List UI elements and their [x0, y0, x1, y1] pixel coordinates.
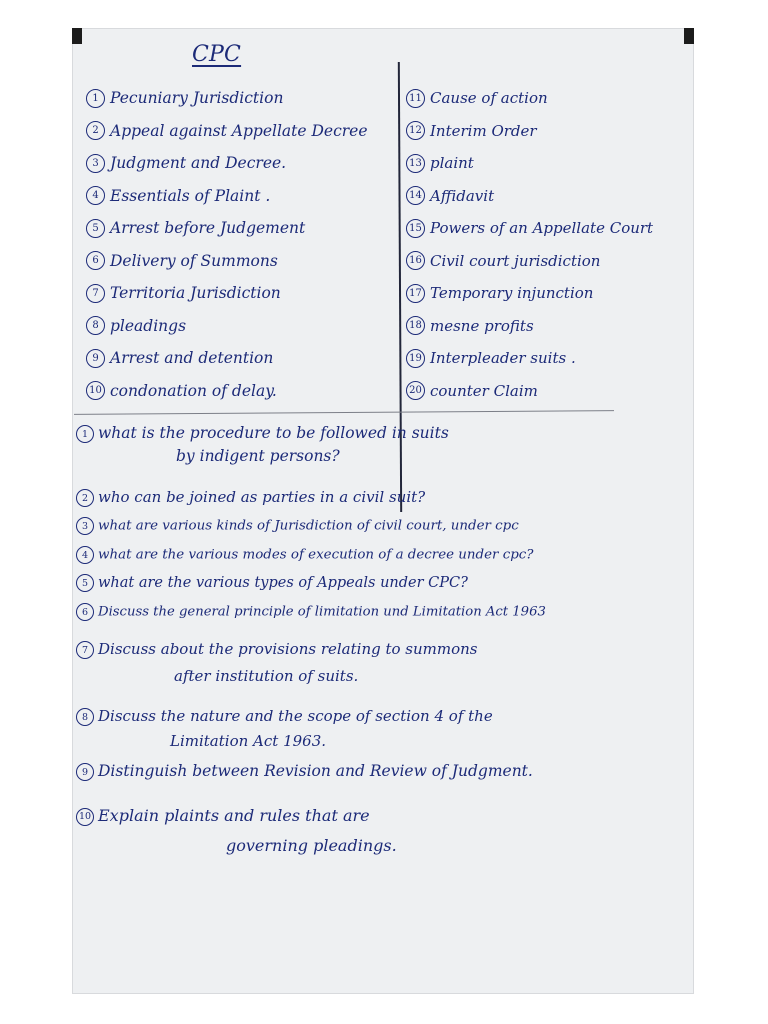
question-number: 9 — [76, 763, 94, 781]
topic-text: condonation of delay. — [110, 381, 277, 400]
topic-item — [406, 342, 692, 375]
topic-number: 8 — [86, 316, 105, 335]
topic-text: Cause of action — [430, 89, 548, 108]
question-text: what are the various types of Appeals under CPC? — [98, 575, 468, 591]
question-number: 1 — [76, 425, 94, 443]
topic-item — [86, 180, 396, 213]
topic-item — [86, 277, 396, 310]
topic-item — [406, 147, 692, 180]
topic-text: counter Claim — [430, 381, 538, 400]
topic-text: pleadings — [110, 316, 187, 335]
question-number: 5 — [76, 574, 94, 592]
question-item — [76, 707, 493, 750]
topic-text: Pecuniary Jurisdiction — [110, 89, 284, 108]
topic-item — [406, 82, 692, 115]
question-text: Distinguish between Revision and Review of Judgment. — [98, 762, 533, 780]
question-item — [76, 574, 468, 592]
question-text: Discuss the nature and the scope of section 4 of the — [98, 707, 493, 725]
topic-number: 10 — [86, 381, 105, 400]
question-continuation: governing pleadings. — [226, 835, 397, 855]
question-text: Discuss about the provisions relating to summons — [98, 640, 478, 658]
topic-list-left — [86, 82, 396, 407]
topic-item — [86, 245, 396, 278]
topic-number: 9 — [86, 349, 105, 368]
topic-text: Interpleader suits . — [430, 349, 576, 368]
topic-number: 6 — [86, 251, 105, 270]
topic-text: plaint — [430, 154, 474, 173]
page-title: CPC — [192, 42, 242, 67]
topic-item — [406, 115, 692, 148]
notebook-page — [72, 28, 694, 994]
topic-item — [406, 180, 692, 213]
topic-item — [86, 212, 396, 245]
topic-text: Powers of an Appellate Court — [430, 219, 654, 238]
question-number: 2 — [76, 489, 94, 507]
topic-number: 14 — [406, 186, 425, 205]
question-number: 4 — [76, 546, 94, 564]
question-text: what are the various modes of execution of a decree under cpc? — [98, 547, 534, 563]
topic-number: 20 — [406, 381, 425, 400]
question-item — [76, 762, 533, 781]
question-item — [76, 424, 449, 465]
topic-item — [406, 277, 692, 310]
question-item — [76, 640, 478, 685]
question-continuation: Limitation Act 1963. — [170, 732, 327, 750]
question-text: what is the procedure to be followed in suits — [98, 424, 449, 442]
topic-item — [406, 310, 692, 343]
question-number: 7 — [76, 641, 94, 659]
topic-text: Essentials of Plaint . — [110, 186, 271, 205]
topic-item — [86, 147, 396, 180]
question-number: 3 — [76, 517, 94, 535]
topic-number: 17 — [406, 284, 425, 303]
topic-number: 15 — [406, 219, 425, 238]
topic-text: Appeal against Appellate Decree — [110, 121, 368, 140]
topic-item — [86, 310, 396, 343]
question-number: 6 — [76, 603, 94, 621]
topic-item — [86, 342, 396, 375]
question-number: 10 — [76, 808, 94, 826]
topic-text: Affidavit — [430, 186, 495, 205]
question-text: Discuss the general principle of limitation und Limitation Act 1963 — [98, 604, 546, 620]
topic-number: 2 — [86, 121, 105, 140]
topic-number: 1 — [86, 89, 105, 108]
topic-number: 4 — [86, 186, 105, 205]
topic-number: 13 — [406, 154, 425, 173]
topic-text: Interim Order — [430, 121, 537, 140]
topic-item — [406, 375, 692, 408]
topic-number: 3 — [86, 154, 105, 173]
topic-text: Delivery of Summons — [110, 251, 278, 270]
topic-number: 5 — [86, 219, 105, 238]
topic-item — [406, 212, 692, 245]
topic-number: 12 — [406, 121, 425, 140]
topic-number: 7 — [86, 284, 105, 303]
topic-item — [406, 245, 692, 278]
topic-text: Judgment and Decree. — [110, 154, 287, 173]
topic-number: 18 — [406, 316, 425, 335]
page-corner-shadow — [684, 28, 694, 44]
question-item — [76, 488, 425, 507]
topic-text: mesne profits — [430, 316, 534, 335]
topic-item — [86, 375, 396, 408]
page-corner-shadow — [72, 28, 82, 44]
question-continuation: by indigent persons? — [176, 447, 340, 465]
question-number: 8 — [76, 708, 94, 726]
question-item — [76, 603, 546, 621]
question-text: Explain plaints and rules that are — [98, 806, 370, 825]
section-divider — [74, 410, 614, 415]
topic-list-right — [406, 82, 692, 407]
topic-number: 19 — [406, 349, 425, 368]
topic-text: Arrest before Judgement — [110, 219, 306, 238]
topic-text: Temporary injunction — [430, 284, 594, 303]
topic-number: 16 — [406, 251, 425, 270]
topic-text: Territoria Jurisdiction — [110, 284, 281, 303]
topic-item — [86, 115, 396, 148]
topic-text: Arrest and detention — [110, 349, 274, 368]
question-text: what are various kinds of Jurisdiction of civil court, under cpc — [98, 518, 519, 534]
topic-text: Civil court jurisdiction — [430, 251, 601, 270]
topic-number: 11 — [406, 89, 425, 108]
question-text: who can be joined as parties in a civil suit? — [98, 488, 426, 506]
question-continuation: after institution of suits. — [174, 667, 359, 685]
question-item — [76, 546, 533, 564]
question-item — [76, 806, 397, 855]
topic-item — [86, 82, 396, 115]
question-item — [76, 517, 519, 535]
